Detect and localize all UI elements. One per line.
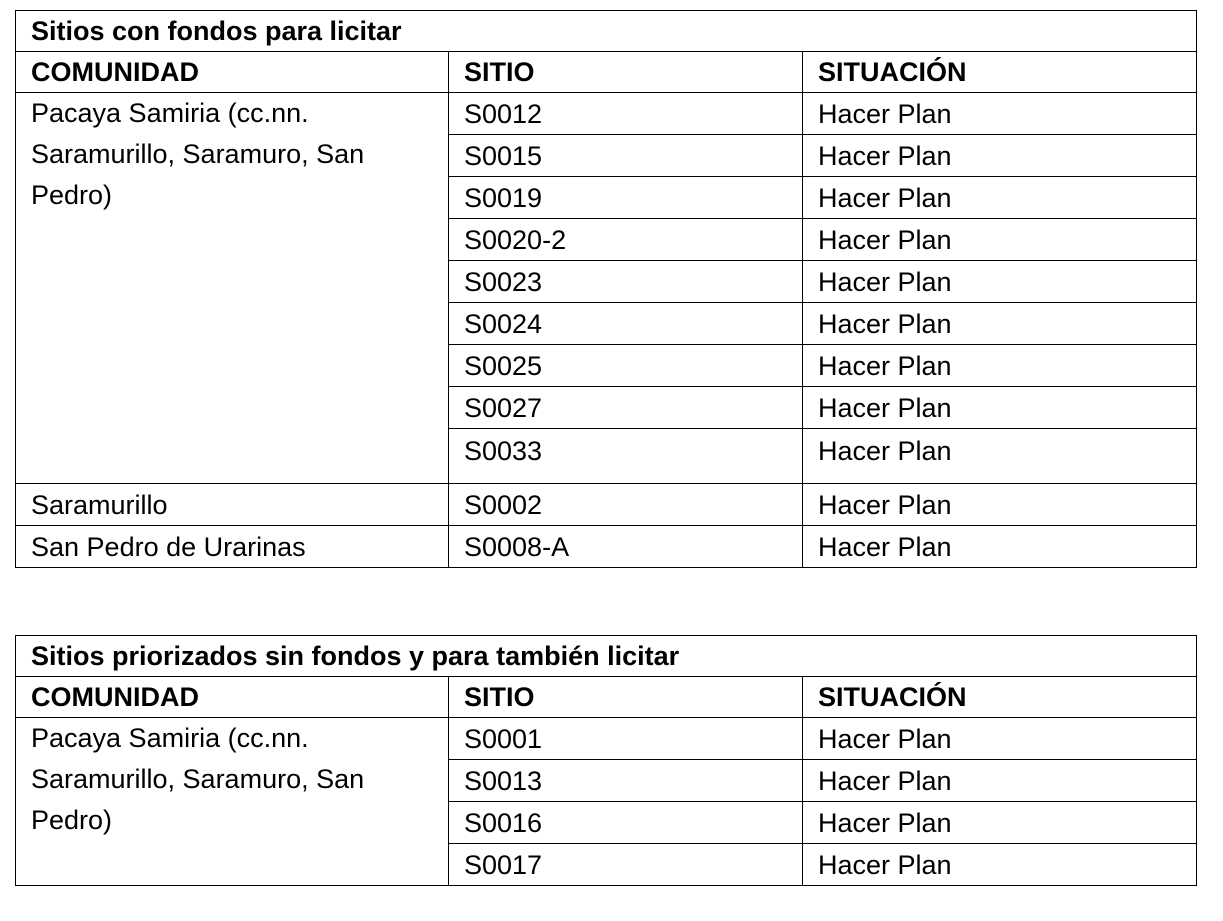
prioritized-unfunded-sites-table: [15, 635, 1197, 886]
table-title: Sitios con fondos para licitar: [16, 11, 1197, 52]
status-cell: Hacer Plan: [803, 177, 1197, 219]
status-cell: Hacer Plan: [803, 484, 1197, 526]
column-header-community: COMUNIDAD: [16, 52, 449, 93]
table-title: Sitios priorizados sin fondos y para también licitar: [16, 636, 1197, 677]
status-cell: Hacer Plan: [803, 93, 1197, 135]
column-header-site: SITIO: [449, 677, 803, 718]
column-header-status: SITUACIÓN: [803, 677, 1197, 718]
site-cell: S0016: [449, 802, 803, 844]
table-row: [16, 484, 1197, 526]
status-cell: Hacer Plan: [803, 844, 1197, 886]
site-cell: S0015: [449, 135, 803, 177]
status-cell: Hacer Plan: [803, 429, 1197, 484]
status-cell: Hacer Plan: [803, 387, 1197, 429]
status-cell: Hacer Plan: [803, 760, 1197, 802]
column-header-community: COMUNIDAD: [16, 677, 449, 718]
site-cell: S0001: [449, 718, 803, 760]
table-row: [16, 718, 1197, 760]
community-cell: San Pedro de Urarinas: [16, 526, 449, 568]
site-cell: S0025: [449, 345, 803, 387]
status-cell: Hacer Plan: [803, 261, 1197, 303]
site-cell: S0020-2: [449, 219, 803, 261]
community-cell: Pacaya Samiria (cc.nn. Saramurillo, Saramuro, San Pedro): [16, 93, 449, 484]
table-row: [16, 93, 1197, 135]
site-cell: S0017: [449, 844, 803, 886]
site-cell: S0012: [449, 93, 803, 135]
site-cell: S0002: [449, 484, 803, 526]
status-cell: Hacer Plan: [803, 135, 1197, 177]
status-cell: Hacer Plan: [803, 219, 1197, 261]
site-cell: S0019: [449, 177, 803, 219]
table-header-row: [16, 52, 1197, 93]
site-cell: S0027: [449, 387, 803, 429]
status-cell: Hacer Plan: [803, 345, 1197, 387]
community-cell: Pacaya Samiria (cc.nn. Saramurillo, Saramuro, San Pedro): [16, 718, 449, 886]
table-header-row: [16, 677, 1197, 718]
site-cell: S0008-A: [449, 526, 803, 568]
status-cell: Hacer Plan: [803, 802, 1197, 844]
table-row: [16, 526, 1197, 568]
status-cell: Hacer Plan: [803, 526, 1197, 568]
site-cell: S0023: [449, 261, 803, 303]
column-header-status: SITUACIÓN: [803, 52, 1197, 93]
site-cell: S0024: [449, 303, 803, 345]
funded-sites-table: [15, 10, 1197, 568]
table-caption-row: [16, 636, 1197, 677]
status-cell: Hacer Plan: [803, 303, 1197, 345]
status-cell: Hacer Plan: [803, 718, 1197, 760]
site-cell: S0033: [449, 429, 803, 484]
community-cell: Saramurillo: [16, 484, 449, 526]
column-header-site: SITIO: [449, 52, 803, 93]
table-caption-row: [16, 11, 1197, 52]
site-cell: S0013: [449, 760, 803, 802]
